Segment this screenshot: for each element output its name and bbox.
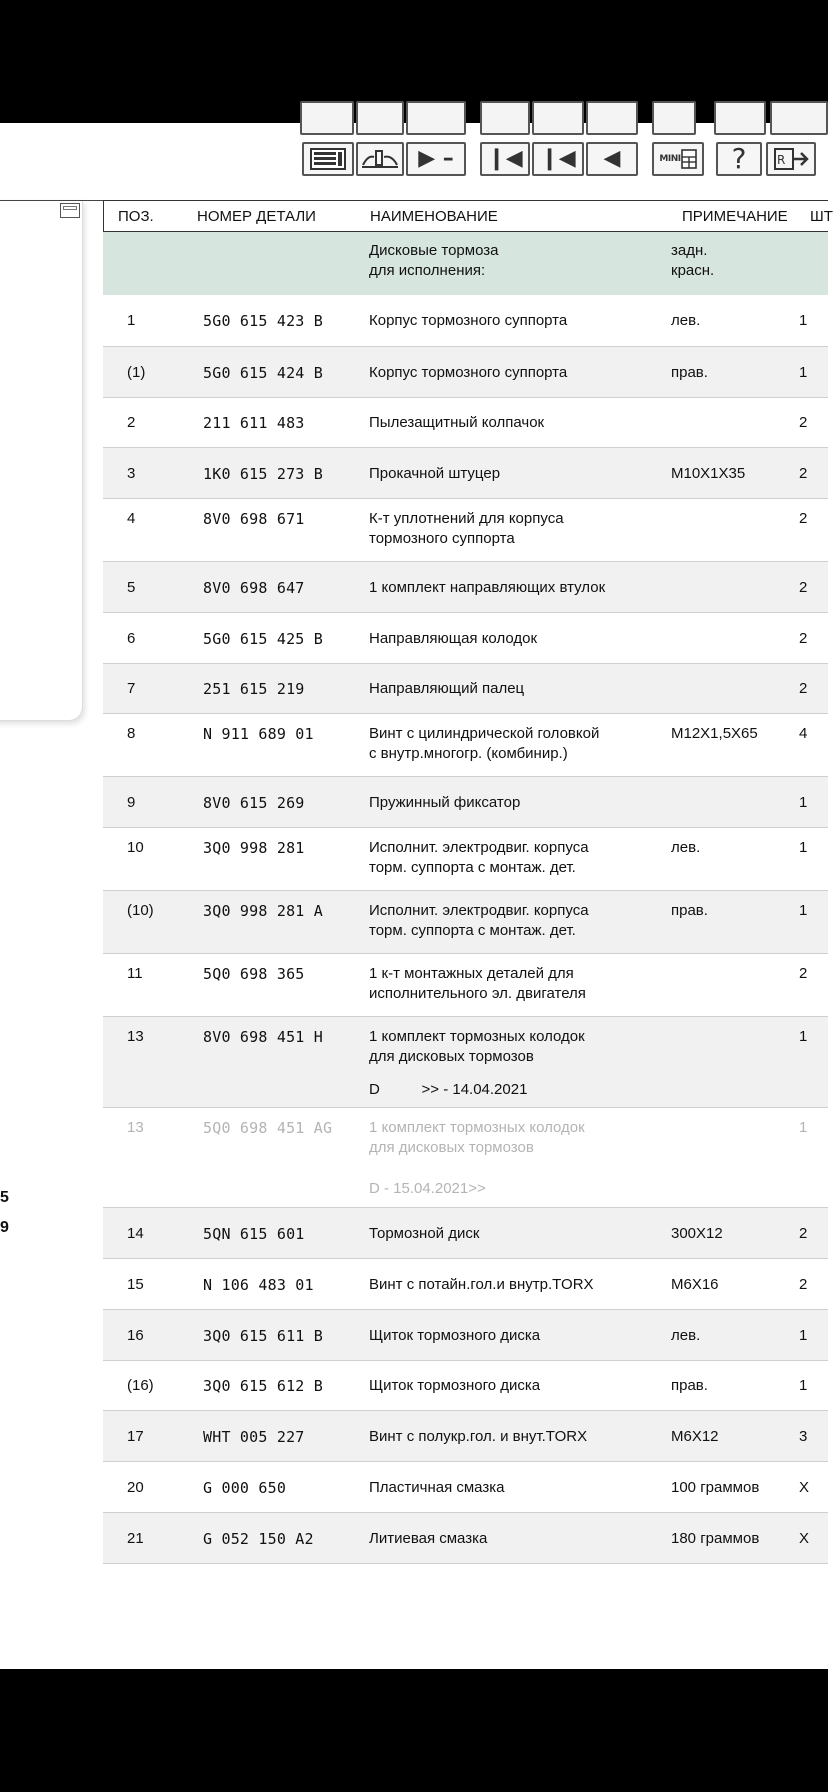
cell-qty: 4 xyxy=(799,725,808,742)
cell-pos: 15 xyxy=(127,1276,144,1293)
table-row[interactable] xyxy=(103,1361,828,1411)
table-row[interactable] xyxy=(103,562,828,613)
table-row[interactable] xyxy=(103,954,828,1017)
cell-qty: 3 xyxy=(799,1428,808,1445)
cell-num[interactable]: 5G0 615 425 B xyxy=(203,630,323,648)
cell-qty: 1 xyxy=(799,1119,808,1136)
cell-num[interactable]: 211 611 483 xyxy=(203,414,305,432)
layout-toggle-icon[interactable] xyxy=(60,203,80,218)
table-row[interactable] xyxy=(103,777,828,828)
cell-pos: 7 xyxy=(127,680,136,697)
cell-note: M6X16 xyxy=(671,1276,719,1293)
parts-table xyxy=(103,200,833,1548)
toolbar-top-row-partial xyxy=(300,123,828,137)
cell-qty: 2 xyxy=(799,1276,808,1293)
back-arrow-icon: ◀ xyxy=(603,146,621,171)
cell-pos: 11 xyxy=(127,965,143,982)
cell-name: Корпус тормозного суппорта xyxy=(369,364,568,381)
table-row[interactable] xyxy=(103,1513,828,1564)
cell-num[interactable]: 3Q0 998 281 A xyxy=(203,902,323,920)
cell-note: лев. xyxy=(671,312,701,329)
cell-num[interactable]: 251 615 219 xyxy=(203,680,305,698)
header-name: НАИМЕНОВАНИЕ xyxy=(370,208,498,225)
cell-name: Литиевая смазка xyxy=(369,1530,488,1547)
cell-qty: 2 xyxy=(799,630,808,647)
cell-qty: 2 xyxy=(799,579,808,596)
cell-num[interactable]: 8V0 698 647 xyxy=(203,579,305,597)
cell-num[interactable]: WHT 005 227 xyxy=(203,1428,305,1446)
cell-qty: 2 xyxy=(799,1225,808,1242)
list-icon xyxy=(310,148,346,170)
cell-name: Винт с потайн.гол.и внутр.TORX xyxy=(369,1276,594,1293)
cell-num[interactable]: 5G0 615 423 B xyxy=(203,312,323,330)
table-row[interactable] xyxy=(103,828,828,891)
assembly-view-button[interactable] xyxy=(356,142,404,176)
cell-note: M10X1X35 xyxy=(671,465,746,482)
play-dash-button[interactable] xyxy=(406,142,466,176)
mini-view-button[interactable] xyxy=(652,142,704,176)
cell-qty: 1 xyxy=(799,364,808,381)
cell-qty: 1 xyxy=(799,1377,808,1394)
cell-pos: 17 xyxy=(127,1428,144,1445)
table-row[interactable] xyxy=(103,1108,828,1208)
cell-qty: 2 xyxy=(799,510,808,527)
cell-name: 1 комплект тормозных колодок xyxy=(369,1119,585,1136)
cell-name-line-2: торм. суппорта с монтаж. дет. xyxy=(369,922,576,939)
header-note: ПРИМЕЧАНИЕ xyxy=(682,208,788,225)
cell-num[interactable]: 5Q0 698 365 xyxy=(203,965,305,983)
cell-num[interactable]: 1K0 615 273 B xyxy=(203,465,323,483)
cell-pos: 13 xyxy=(127,1119,144,1136)
cell-num[interactable]: 8V0 698 671 xyxy=(203,510,305,528)
cell-qty: 1 xyxy=(799,1028,808,1045)
cell-pos: 5 xyxy=(127,579,136,596)
cell-name: Направляющий палец xyxy=(369,680,525,697)
cell-pos: 21 xyxy=(127,1530,144,1547)
cell-note: лев. xyxy=(671,1327,701,1344)
cell-name: Пружинный фиксатор xyxy=(369,794,521,811)
cell-qty: 1 xyxy=(799,839,808,856)
cell-num[interactable]: 5G0 615 424 B xyxy=(203,364,323,382)
cell-pos: 4 xyxy=(127,510,136,527)
left-side-panel xyxy=(0,200,83,721)
cell-name-line-2: для дисковых тормозов xyxy=(369,1139,534,1156)
cell-num[interactable]: G 000 650 xyxy=(203,1479,287,1497)
side-number-2: 9 xyxy=(0,1219,9,1236)
previous-button[interactable] xyxy=(586,142,638,176)
cell-note: лев. xyxy=(671,839,701,856)
cell-name: Винт с полукр.гол. и внут.TORX xyxy=(369,1428,588,1445)
cell-validity-date: D >> - 14.04.2021 xyxy=(369,1081,528,1098)
cell-pos: 3 xyxy=(127,465,136,482)
cell-num[interactable]: 5Q0 698 451 AG xyxy=(203,1119,333,1137)
cell-name-line-2: торм. суппорта с монтаж. дет. xyxy=(369,859,576,876)
table-row[interactable] xyxy=(103,1310,828,1361)
cell-name-line-2: исполнительного эл. двигателя xyxy=(369,985,586,1002)
header-part-number: НОМЕР ДЕТАЛИ xyxy=(197,208,316,225)
cell-qty: 2 xyxy=(799,965,808,982)
play-dash-icon: ▶ – xyxy=(418,146,454,171)
cell-pos: 2 xyxy=(127,414,136,431)
cell-num[interactable]: 3Q0 615 611 B xyxy=(203,1327,323,1345)
previous-group-button[interactable] xyxy=(532,142,584,176)
cell-qty: X xyxy=(799,1530,810,1547)
table-row[interactable] xyxy=(103,1017,828,1108)
group-note-line-2: красн. xyxy=(671,262,715,279)
cell-qty: 1 xyxy=(799,312,808,329)
first-page-button[interactable] xyxy=(480,142,530,176)
left-panel-header-line xyxy=(0,200,106,201)
cell-name: Прокачной штуцер xyxy=(369,465,501,482)
table-row[interactable] xyxy=(103,1462,828,1513)
cell-qty: 2 xyxy=(799,680,808,697)
group-name-line-2: для исполнения: xyxy=(369,262,486,279)
cell-pos: 9 xyxy=(127,794,136,811)
cell-note: 300X12 xyxy=(671,1225,723,1242)
cell-note: прав. xyxy=(671,1377,708,1394)
cell-qty: 2 xyxy=(799,414,808,431)
bottom-bar-area xyxy=(0,1669,828,1792)
table-row[interactable] xyxy=(103,499,828,562)
cell-qty: 1 xyxy=(799,1327,808,1344)
help-button[interactable] xyxy=(716,142,762,176)
cell-name: Корпус тормозного суппорта xyxy=(369,312,568,329)
table-row[interactable] xyxy=(103,398,828,448)
table-row[interactable] xyxy=(103,664,828,714)
cell-qty: X xyxy=(799,1479,810,1496)
cell-num[interactable]: 8V0 698 451 H xyxy=(203,1028,323,1046)
cell-name: К-т уплотнений для корпуса xyxy=(369,510,564,527)
help-icon: ? xyxy=(731,142,747,175)
cell-name-line-2: тормозного суппорта xyxy=(369,530,515,547)
cell-pos: 16 xyxy=(127,1327,144,1344)
table-row[interactable] xyxy=(103,613,828,664)
cell-note: 180 граммов xyxy=(671,1530,760,1547)
group-note-line-1: задн. xyxy=(671,242,708,259)
cell-name: Исполнит. электродвиг. корпуса xyxy=(369,839,589,856)
step-back-icon: ❙◀ xyxy=(540,146,576,171)
cell-name: Пластичная смазка xyxy=(369,1479,505,1496)
header-pos: ПОЗ. xyxy=(118,208,154,225)
cell-pos: 8 xyxy=(127,725,136,742)
table-row[interactable] xyxy=(103,891,828,954)
cell-pos: 13 xyxy=(127,1028,144,1045)
cell-num[interactable]: G 052 150 A2 xyxy=(203,1530,314,1548)
cell-pos: (16) xyxy=(127,1377,154,1394)
table-row[interactable] xyxy=(103,1259,828,1310)
cell-name: Тормозной диск xyxy=(369,1225,480,1242)
cell-note: M12X1,5X65 xyxy=(671,725,758,742)
mini-grid-icon xyxy=(681,149,697,169)
cell-name-line-2: с внутр.многогр. (комбинир.) xyxy=(369,745,568,762)
cell-note: 100 граммов xyxy=(671,1479,760,1496)
cell-name: 1 комплект тормозных колодок xyxy=(369,1028,585,1045)
cell-name: Винт с цилиндрической головкой xyxy=(369,725,600,742)
cell-num[interactable]: 3Q0 998 281 xyxy=(203,839,305,857)
table-row[interactable] xyxy=(103,1411,828,1462)
cell-name: Направляющая колодок xyxy=(369,630,538,647)
cell-name: Щиток тормозного диска xyxy=(369,1377,541,1394)
cell-pos: 20 xyxy=(127,1479,144,1496)
group-name-line-1: Дисковые тормоза xyxy=(369,242,499,259)
cell-pos: 10 xyxy=(127,839,144,856)
cell-pos: (1) xyxy=(127,364,146,381)
exit-button[interactable] xyxy=(766,142,816,176)
cell-name: Щиток тормозного диска xyxy=(369,1327,541,1344)
mini-label: MINI xyxy=(659,154,681,164)
cell-num[interactable]: 8V0 615 269 xyxy=(203,794,305,812)
cell-name: 1 к-т монтажных деталей для xyxy=(369,965,574,982)
svg-text:R: R xyxy=(777,153,786,167)
table-row[interactable] xyxy=(103,347,828,398)
cell-num[interactable]: 3Q0 615 612 B xyxy=(203,1377,323,1395)
cell-qty: 1 xyxy=(799,794,808,811)
cell-name: Пылезащитный колпачок xyxy=(369,414,545,431)
cell-num[interactable]: N 911 689 01 xyxy=(203,725,314,743)
table-row[interactable] xyxy=(103,448,828,499)
cell-name-line-2: для дисковых тормозов xyxy=(369,1048,534,1065)
cell-note: M6X12 xyxy=(671,1428,719,1445)
first-page-icon: ❙◀ xyxy=(487,146,523,171)
list-view-button[interactable] xyxy=(302,142,354,176)
cell-validity-date: D - 15.04.2021>> xyxy=(369,1180,486,1197)
table-row[interactable] xyxy=(103,1208,828,1259)
side-number-1: 5 xyxy=(0,1189,9,1206)
cell-num[interactable]: 5QN 615 601 xyxy=(203,1225,305,1243)
table-row[interactable] xyxy=(103,295,828,347)
cell-note: прав. xyxy=(671,902,708,919)
assembly-icon xyxy=(360,147,400,171)
group-header-row xyxy=(103,232,828,295)
cell-qty: 2 xyxy=(799,465,808,482)
exit-icon xyxy=(773,147,809,171)
cell-num[interactable]: N 106 483 01 xyxy=(203,1276,314,1294)
cell-pos: 6 xyxy=(127,630,136,647)
table-row[interactable] xyxy=(103,714,828,777)
header-qty: ШТ xyxy=(810,208,833,225)
cell-name: 1 комплект направляющих втулок xyxy=(369,579,606,596)
cell-name: Исполнит. электродвиг. корпуса xyxy=(369,902,589,919)
cell-pos: (10) xyxy=(127,902,154,919)
cell-note: прав. xyxy=(671,364,708,381)
cell-pos: 14 xyxy=(127,1225,144,1242)
cell-qty: 1 xyxy=(799,902,808,919)
cell-pos: 1 xyxy=(127,312,136,329)
table-header xyxy=(103,200,833,232)
